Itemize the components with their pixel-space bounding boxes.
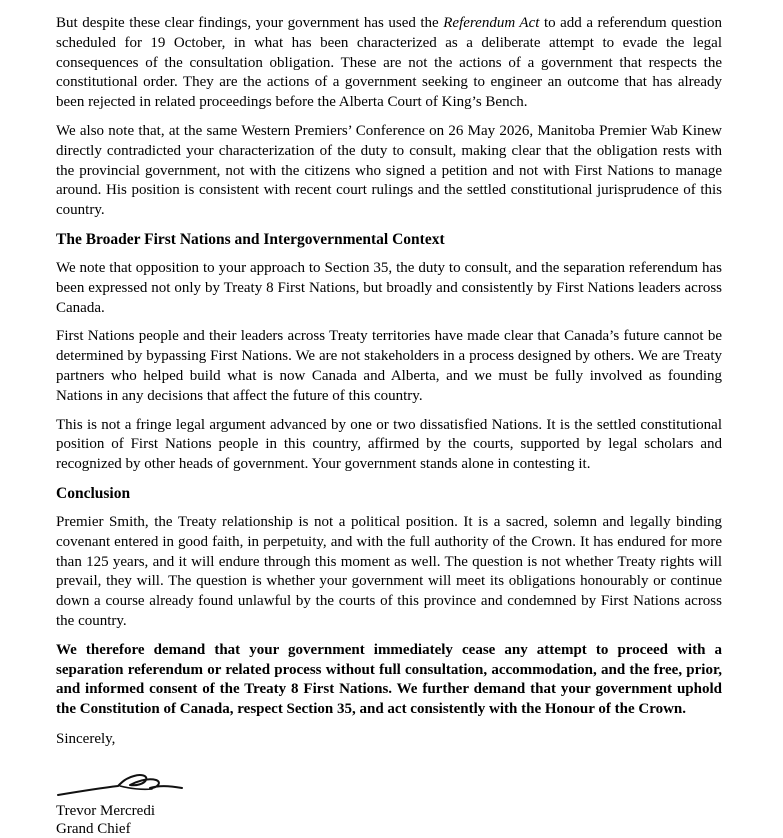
handwritten-signature xyxy=(56,764,186,802)
paragraph-settled-position: This is not a fringe legal argument advanced by one or two dissatisfied Nations. It is the settled constitutional position of First Nations people in this country, affirmed by the courts, supported by legal scholars and recognized by other heads of government. Your government stands alone in contesting it. xyxy=(56,416,722,473)
paragraph-demand: We therefore demand that your government immediately cease any attempt to proceed with a separation referendum or related process without full consultation, accommodation, and the free, prior, and informed consent of the Treaty 8 First Nations. We further demand that your government uphold the Constitution of Canada, respect Section 35, and act consistently with the Honour of the Crown. xyxy=(56,641,722,718)
signer-title: Grand Chief xyxy=(56,820,131,837)
paragraph-text: But despite these clear findings, your government has used the xyxy=(56,15,444,31)
paragraph-treaty-partners: First Nations people and their leaders across Treaty territories have made clear that Canada’s future cannot be determined by bypassing First Nations. We are not stakeholders in a process designed by others. We are Treaty partners who helped build what is now Canada and Alberta, and we must be fully involved as founding Nations in any decisions that affect the future of this country. xyxy=(56,328,722,404)
closing-salutation: Sincerely, xyxy=(56,730,116,747)
paragraph-referendum-act xyxy=(56,14,722,113)
paragraph-text: to add a referendum question scheduled for 19 October, in what has been characterized as a deliberate attempt to evade the legal consequences of the consultation obligation. These are not the actions of a government that respects the constitutional order. They are the actions of a government seeking to engineer an outcome that has already been rejected in related proceedings before the Alberta Court of King’s Bench. xyxy=(56,15,722,111)
paragraph-treaty-relationship: Premier Smith, the Treaty relationship is not a political position. It is a sacred, solemn and legally binding covenant entered in good faith, in perpetuity, and with the full authority of the Crown. It has endured for more than 125 years, and it will endure through this moment as well. The question is not whether Treaty rights will prevail, they will. The question is whether your government will meet its obligations honourably or continue down a course already found unlawful by the courts of this province and condemned by First Nations across the country. xyxy=(56,513,722,629)
paragraph-manitoba-premier: We also note that, at the same Western Premiers’ Conference on 26 May 2026, Manitoba Premier Wab Kinew directly contradicted your characterization of the duty to consult, making clear that the obligation rests with the provincial government, not with the citizens who signed a petition and not with First Nations to manage around. His position is consistent with recent court rulings and the settled constitutional jurisprudence of this country. xyxy=(56,122,722,219)
referendum-act-title: Referendum Act xyxy=(443,15,540,31)
signer-name: Trevor Mercredi xyxy=(56,802,156,819)
paragraph-opposition: We note that opposition to your approach to Section 35, the duty to consult, and the separation referendum has been expressed not only by Treaty 8 First Nations, but broadly and consistently by First Nations leaders across Canada. xyxy=(56,259,722,316)
section-heading-conclusion: Conclusion xyxy=(56,484,131,502)
letter-body xyxy=(56,14,722,838)
section-heading-broader-context: The Broader First Nations and Intergovernmental Context xyxy=(56,230,445,248)
